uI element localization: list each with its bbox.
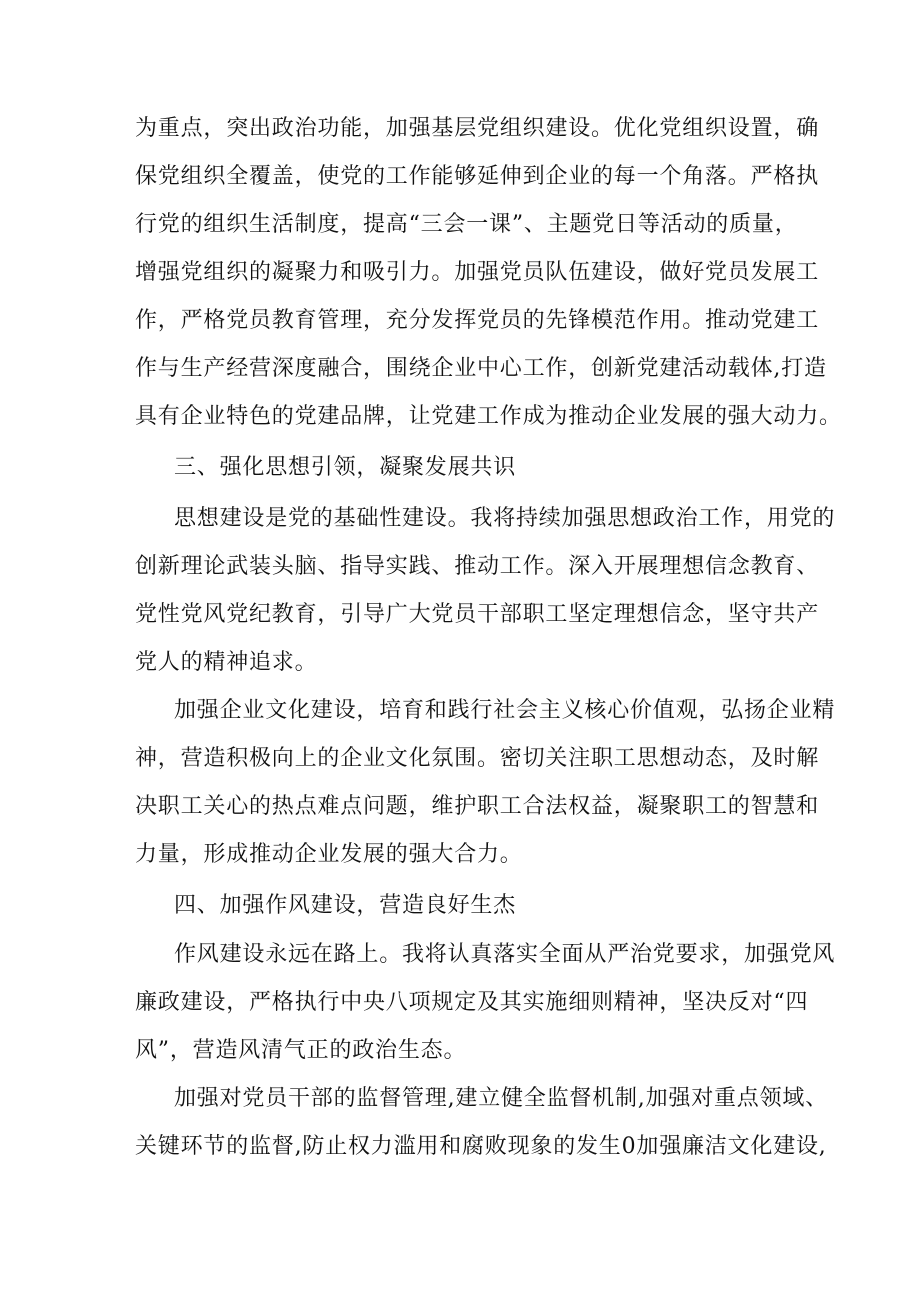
body-line: 作，严格党员教育管理，充分发挥党员的先锋模范作用。推动党建工 — [135, 308, 820, 333]
paragraph-start-line: 作风建设永远在路上。我将认真落实全面从严治党要求，加强党风 — [174, 942, 836, 967]
paragraph-start-line: 加强企业文化建设，培育和践行社会主义核心价值观，弘扬企业精 — [174, 698, 836, 723]
body-line: 决职工关心的热点难点问题，维护职工合法权益，凝聚职工的智慧和 — [135, 794, 820, 819]
paragraph-start-line: 加强对党员干部的监督管理,建立健全监督机制,加强对重点领域、 — [174, 1086, 828, 1111]
body-line: 党人的精神追求。 — [135, 650, 318, 675]
body-line: 廉政建设，严格执行中央八项规定及其实施细则精神，坚决反对“四 — [135, 990, 809, 1015]
body-line: 力量，形成推动企业发展的强大合力。 — [135, 842, 523, 867]
body-line: 神，营造积极向上的企业文化氛围。密切关注职工思想动态，及时解 — [135, 746, 820, 771]
body-line: 党性党风党纪教育，引导广大党员干部职工坚定理想信念，坚守共产 — [135, 602, 820, 627]
body-line: 作与生产经营深度融合，围绕企业中心工作，创新党建活动载体,打造 — [135, 356, 827, 381]
section-heading-3: 三、强化思想引领，凝聚发展共识 — [174, 455, 517, 480]
body-line: 创新理论武装头脑、指导实践、推动工作。深入开展理想信念教育、 — [135, 554, 820, 579]
body-line: 为重点，突出政治功能，加强基层党组织建设。优化党组织设置，确 — [135, 116, 820, 141]
section-heading-4: 四、加强作风建设，营造良好生杰 — [174, 893, 517, 918]
body-line: 行党的组织生活制度，提高“三会一课”、主题党日等活动的质量， — [135, 212, 798, 237]
body-line: 增强党组织的凝聚力和吸引力。加强党员队伍建设，做好党员发展工 — [135, 260, 820, 285]
paragraph-start-line: 思想建设是党的基础性建设。我将持续加强思想政治工作，用党的 — [174, 506, 836, 531]
body-line: 具有企业特色的党建品牌，让党建工作成为推动企业发展的强大动力。 — [135, 404, 842, 429]
body-line: 关键环节的监督,防止权力滥用和腐败现象的发生0加强廉洁文化建设, — [135, 1134, 827, 1159]
body-line: 风”，营造风清气正的政治生态。 — [135, 1038, 467, 1063]
body-line: 保党组织全覆盖，使党的工作能够延伸到企业的每一个角落。严格执 — [135, 164, 820, 189]
